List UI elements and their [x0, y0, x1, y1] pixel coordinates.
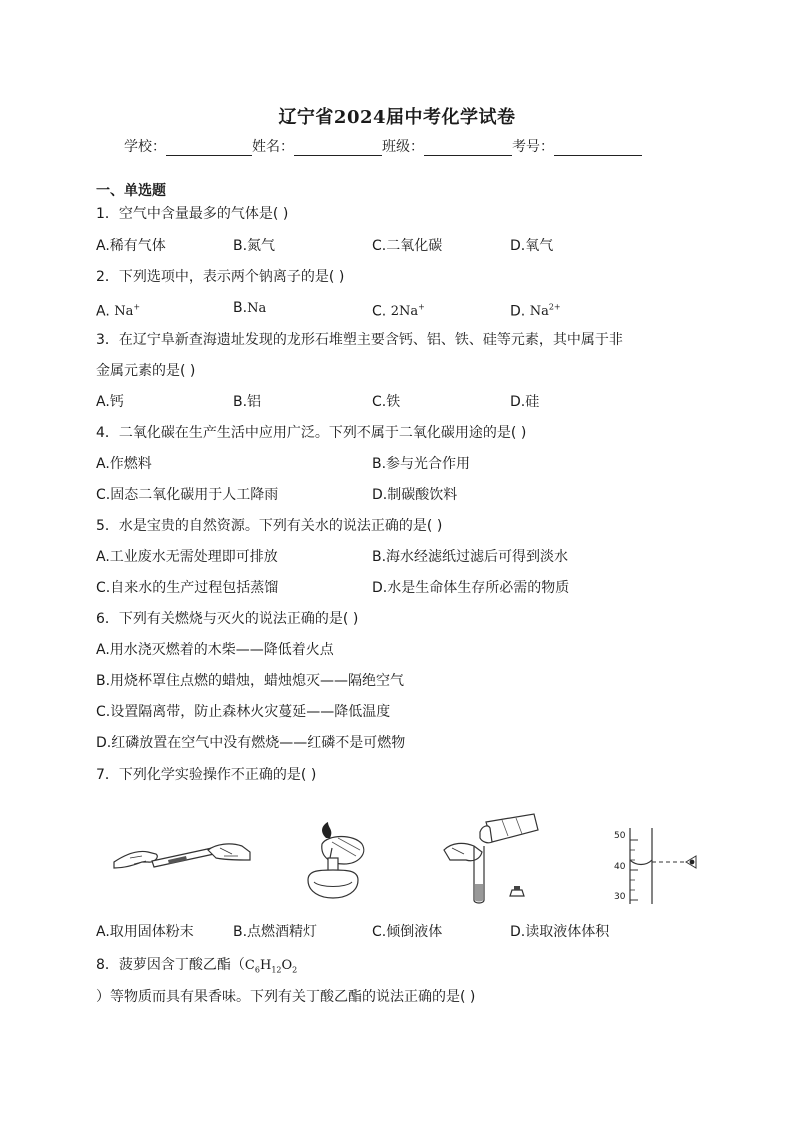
exam-title: 辽宁省2024届中考化学试卷 [278, 107, 516, 128]
q7-option-a: A.取用固体粉末 [96, 924, 194, 940]
q7-option-c: C.倾倒液体 [372, 924, 443, 940]
q6-option-c: C.设置隔离带，防止森林火灾蔓延——降低温度 [96, 704, 391, 720]
q6-stem: 6．下列有关燃烧与灭火的说法正确的是( ) [96, 611, 359, 627]
q2-a-prefix: A. [96, 303, 110, 320]
section-heading: 一、单选题 [96, 183, 166, 199]
q4-option-b: B.参与光合作用 [372, 456, 471, 472]
cylinder-mark-30: 30 [614, 892, 626, 902]
student-info-row [124, 136, 642, 156]
q2-d-charge: 2+ [548, 303, 561, 312]
q3-option-d: D.硅 [510, 394, 540, 410]
q3-option-b: B.铝 [233, 394, 262, 410]
q2-b-base: Na [247, 301, 267, 316]
q2-d-symbol [530, 304, 561, 319]
school-blank[interactable] [166, 139, 252, 156]
q8-formula-o: O [281, 958, 293, 973]
solid-powder-illustration [112, 830, 252, 880]
q4-option-d: D.制碳酸饮料 [372, 487, 458, 503]
q8-stem-line2: ）等物质而具有果香味。下列有关丁酸乙酯的说法正确的是( ) [96, 989, 476, 1005]
q8-formula [245, 958, 297, 973]
q2-a-charge: + [133, 303, 141, 312]
q2-c-charge: + [418, 303, 425, 312]
q6-option-b: B.用烧杯罩住点燃的蜡烛，蜡烛熄灭——隔绝空气 [96, 673, 405, 689]
q5-option-a: A.工业废水无需处理即可排放 [96, 549, 278, 565]
q5-option-d: D.水是生命体生存所必需的物质 [372, 580, 570, 596]
q8-formula-c: C [244, 958, 255, 973]
q5-option-c: C.自来水的生产过程包括蒸馏 [96, 580, 279, 596]
q4-stem: 4．二氧化碳在生产生活中应用广泛。下列不属于二氧化碳用途的是( ) [96, 425, 527, 441]
q2-a-base: Na [114, 304, 134, 320]
q8-stem-line1 [96, 955, 297, 981]
q2-d-prefix: D. [510, 303, 526, 320]
cylinder-mark-40: 40 [614, 862, 626, 872]
name-blank[interactable] [294, 139, 382, 156]
figure-pour-liquid [442, 812, 542, 907]
q2-option-a [96, 298, 140, 322]
q7-option-d: D.读取液体体积 [510, 924, 610, 940]
cylinder-mark-50: 50 [614, 831, 626, 841]
q6-option-d: D.红磷放置在空气中没有燃烧——红磷不是可燃物 [96, 735, 406, 751]
q3-option-a: A.钙 [96, 394, 124, 410]
alcohol-lamp-illustration [298, 820, 372, 900]
q1-option-b: B.氮气 [233, 238, 276, 254]
q2-d-base: Na [529, 304, 549, 320]
q1-option-c: C.二氧化碳 [372, 238, 443, 254]
school-label: 学校： [124, 139, 166, 155]
q3-option-c: C.铁 [372, 394, 401, 410]
number-blank[interactable] [554, 139, 642, 156]
number-label: 考号： [512, 139, 554, 155]
q4-option-c: C.固态二氧化碳用于人工降雨 [96, 487, 279, 503]
q8-formula-c-sub: 6 [254, 965, 260, 975]
q8-stem-start: 8．菠萝因含丁酸乙酯（ [96, 957, 245, 973]
q2-b-prefix: B. [233, 300, 248, 316]
class-blank[interactable] [424, 139, 512, 156]
q2-option-b [233, 298, 266, 319]
q8-formula-o-sub: 2 [292, 965, 298, 975]
q1-stem: 1．空气中含量最多的气体是( ) [96, 206, 289, 222]
q2-c-symbol [391, 304, 425, 319]
q2-c-base: 2Na [390, 304, 419, 320]
name-label: 姓名： [252, 139, 294, 155]
q3-stem-line1: 3．在辽宁阜新查海遗址发现的龙形石堆塑主要含钙、铝、铁、硅等元素，其中属于非 [96, 332, 623, 348]
q5-option-b: B.海水经滤纸过滤后可得到淡水 [372, 549, 569, 565]
q2-option-d [510, 298, 561, 322]
q6-option-a: A.用水浇灭燃着的木柴——降低着火点 [96, 642, 334, 658]
q1-option-d: D.氧气 [510, 238, 554, 254]
q2-a-symbol [114, 304, 140, 319]
q7-option-b: B.点燃酒精灯 [233, 924, 318, 940]
q5-stem: 5．水是宝贵的自然资源。下列有关水的说法正确的是( ) [96, 518, 443, 534]
figure-read-volume [612, 826, 708, 906]
q2-stem: 2．下列选项中，表示两个钠离子的是( ) [96, 269, 345, 285]
figure-solid-powder [112, 830, 252, 880]
q4-option-a: A.作燃料 [96, 456, 152, 472]
q7-stem: 7．下列化学实验操作不正确的是( ) [96, 767, 317, 783]
q2-option-c [372, 298, 425, 322]
q3-stem-line2: 金属元素的是( ) [96, 363, 196, 379]
class-label: 班级： [382, 139, 424, 155]
q1-option-a: A.稀有气体 [96, 238, 166, 254]
q8-formula-h: H [259, 958, 272, 973]
q8-formula-h-sub: 12 [271, 965, 282, 975]
q2-c-prefix: C. [372, 303, 387, 320]
read-volume-illustration [612, 826, 708, 906]
pour-liquid-illustration [442, 812, 542, 907]
figure-alcohol-lamp [298, 820, 372, 900]
